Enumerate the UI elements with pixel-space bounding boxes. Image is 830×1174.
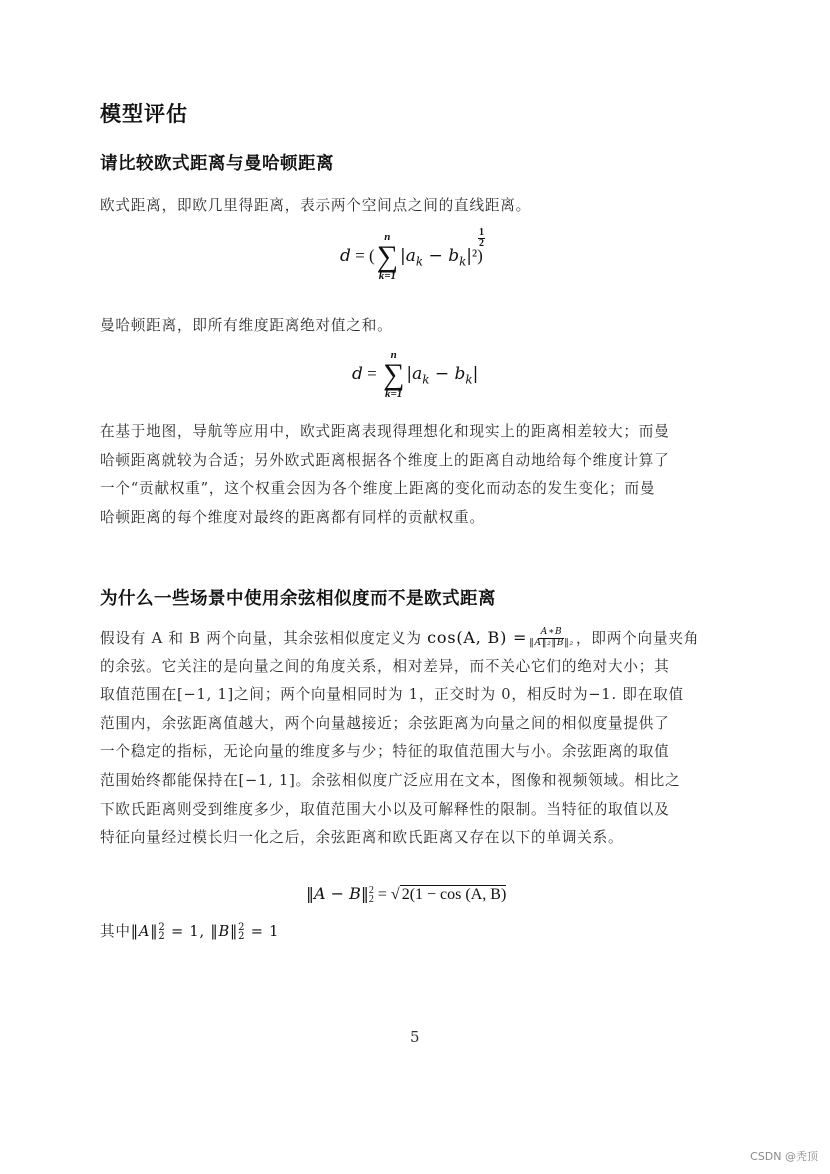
cosine-similarity-paragraph: 假设有 A 和 B 两个向量，其余弦相似度定义为 cos(A, B) = $\frac{A∗B}{\text{‖A‖₂‖B‖₂}}$ ，即两个向量夹角 的余弦。它关注的是向量之间的角度关系，相对差异，而不关心它们的绝对大小；其 取值范围在[−1, 1]之间；两个向量相同时为 1，正交时为 0，相反时为−1. 即在取值 范围内，余弦距离值越大，两个向量越接近；余弦距离为向量之间的相似度量提供了 一个稳定的指标，无论向量的维度多与少；特征的取值范围大与小。余弦距离的取值 范围始终都能保持在[−1, 1]。余弦相似度广泛应用在文本，图像和视频领域。相比之 下欧氏距离则受到维度多少，取值范围大小以及可解释性的限制。当特征的取值以及 特征向量经过模长归一化之后，余弦距离和欧氏距离又存在以下的单调关系。: [100, 624, 732, 853]
euclidean-distance-formula: d = ( n ∑ k=1 $|a_k - b_k|^2$) 1 2: [340, 227, 484, 282]
euclid-intro-text: 欧式距离，即欧几里得距离，表示两个空间点之间的直线距离。: [100, 197, 532, 214]
square-root: √ 2(1 − cos (A, B): [390, 886, 507, 903]
manhattan-intro-text: 曼哈顿距离，即所有维度距离绝对值之和。: [100, 317, 393, 334]
page-title: 模型评估: [100, 102, 188, 126]
manhattan-intro-paragraph: [100, 312, 732, 341]
distance-comparison-paragraph: 在基于地图，导航等应用中，欧式距离表现得理想化和现实上的距离相差较大；而曼 哈顿距离就较为合适；另外欧式距离根据各个维度上的距离自动地给每个维度计算了 一个“贡献权重”，这个权重会因为各个维度上距离的变化而动态的发生变化；而曼 哈顿距离的每个维度对最终的距离都有同样的贡献权重。: [100, 423, 670, 526]
cosine-fraction: $\frac{A∗B}{\text{‖A‖₂‖B‖₂}}$: [529, 627, 574, 648]
manhattan-distance-formula: d = n ∑ k=1 $|a_k - b_k|$: [352, 349, 479, 400]
section-heading-distance-comparison: 请比较欧式距离与曼哈顿距离: [100, 154, 334, 174]
section-heading-cosine-similarity: 为什么一些场景中使用余弦相似度而不是欧式距离: [100, 589, 496, 609]
normalization-condition: 其中‖A‖ 2 2 = 1, ‖B‖ 2 2 = 1: [100, 922, 280, 942]
page-number: 5: [410, 1028, 420, 1046]
summation-symbol: n ∑ k=1: [376, 231, 399, 282]
euclid-intro-paragraph: [100, 192, 732, 221]
cosine-formula: cos(A, B) = $\frac{A∗B}{\text{‖A‖₂‖B‖₂}}$: [427, 627, 574, 648]
csdn-watermark: CSDN @秃顶: [750, 1150, 818, 1163]
summation-symbol: n ∑ k=1: [382, 349, 405, 400]
cosine-definition-line: 假设有 A 和 B 两个向量，其余弦相似度定义为 cos(A, B) = $\frac{A∗B}{\text{‖A‖₂‖B‖₂}}$ ，即两个向量夹角: [100, 627, 700, 648]
formula-equals: =: [355, 245, 365, 265]
cosine-euclidean-relation-formula: ‖A − B‖ 2 2 = √ 2(1 − cos (A, B): [306, 884, 507, 906]
exponent-one-half: 1 2: [479, 227, 484, 249]
formula-lhs: d: [340, 245, 351, 266]
